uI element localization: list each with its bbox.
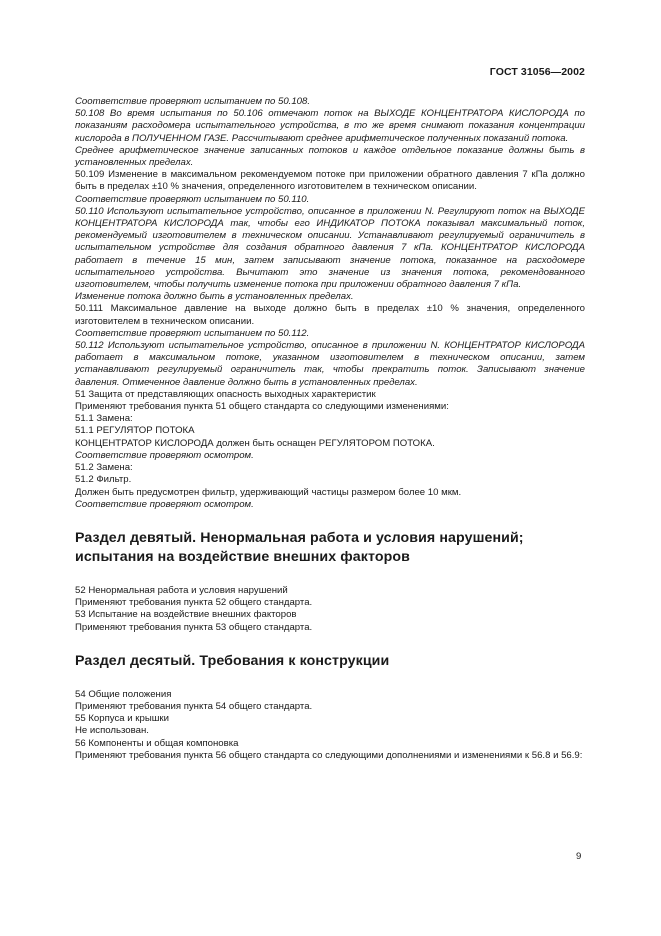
section-9-body [75,585,585,634]
paragraph: 50.111 Максимальное давление на выходе должно быть в пределах ±10 % значения, определенного изготовителем в техническом описании. [75,303,585,327]
paragraph: Применяют требования пункта 54 общего стандарта. [75,700,313,712]
paragraph: Не использован. [75,725,149,737]
paragraph: КОНЦЕНТРАТОР КИСЛОРОДА должен быть оснащен РЕГУЛЯТОРОМ ПОТОКА. [75,437,435,449]
paragraph: 51.2 Фильтр. [75,474,132,486]
paragraph: Применяют требования пункта 56 общего стандарта со следующими дополнениями и изменениями к 56.8 и 56.9: [75,749,583,761]
page-body [75,96,585,762]
paragraph: Должен быть предусмотрен фильтр, удерживающий частицы размером более 10 мкм. [75,486,462,498]
section-9-title [75,529,585,567]
clause-heading: 51 Защита от представляющих опасность выходных характеристик [75,388,376,400]
paragraph: 50.109 Изменение в максимальном рекомендуемом потоке при приложении обратного давления 7 кПа должно быть в пределах ±10 % значения, определенного изготовителем в техническом описании. [75,169,585,193]
paragraph: Среднее арифметическое значение записанных потоков и каждое отдельное показание должны быть в установленных пределах. [75,144,585,169]
paragraph: 50.112 Используют испытательное устройство, описанное в приложении N. КОНЦЕНТРАТОР КИСЛОРОДА работает в максимальном потоке, указанном изготовителем в техническом описании, затем устанавливают регулируемый ограничитель так, чтобы прекратить поток. Записывают значение давления. Отмеченное давление должно быть в установленных пределах. [75,340,585,388]
paragraph: Применяют требования пункта 51 общего стандарта со следующими изменениями: [75,401,449,413]
section-10-title: Раздел десятый. Требования к конструкции [75,652,390,669]
section-9-title-line: Раздел девятый. Ненормальная работа и условия нарушений; [75,529,524,546]
paragraph: Изменение потока должно быть в установленных пределах. [75,291,354,303]
section-10-body [75,689,585,762]
clause-heading: 54 Общие положения [75,688,172,700]
paragraph: 51.1 Замена: [75,413,133,425]
clauses-50-51 [75,96,585,511]
paragraph: Соответствие проверяют осмотром. [75,449,254,461]
clause-heading: 55 Корпуса и крышки [75,713,169,725]
paragraph: Соответствие проверяют испытанием по 50.110. [75,193,310,205]
clause-heading: 56 Компоненты и общая компоновка [75,737,239,749]
section-9-title-line: испытания на воздействие внешних факторов [75,548,410,565]
paragraph: Применяют требования пункта 52 общего стандарта. [75,597,313,609]
paragraph: Применяют требования пункта 53 общего стандарта. [75,621,313,633]
paragraph: 51.2 Замена: [75,462,133,474]
paragraph: Соответствие проверяют испытанием по 50.108. [75,96,311,107]
paragraph: 50.110 Используют испытательное устройство, описанное в приложении N. Регулируют поток на ВЫХОДЕ КОНЦЕНТРАТОРА КИСЛОРОДА так, чтобы его ИНДИКАТОР ПОТОКА показывал максимальный поток, рекомендуемый изготовителем в техническом описании. Устанавливают регулируемый ограничитель в испытательном устройстве для создания обратного давления 7 кПа. КОНЦЕНТРАТОР КИСЛОРОДА работает в течение 15 мин, затем записывают значение потока, показанное на расходомере испытательного устройства. Вычитают это значение из значения потока, рекомендованного изготовителем, чтобы получить изменение потока при приложении обратного давления 7 кПа. [75,205,585,291]
paragraph: Соответствие проверяют испытанием по 50.112. [75,327,310,339]
clause-heading: 52 Ненормальная работа и условия нарушений [75,584,288,596]
paragraph: Соответствие проверяют осмотром. [75,498,254,510]
paragraph: 51.1 РЕГУЛЯТОР ПОТОКА [75,425,195,437]
page-number: 9 [576,851,582,862]
clause-heading: 53 Испытание на воздействие внешних факторов [75,609,297,621]
document-code: ГОСТ 31056—2002 [489,66,585,78]
paragraph: 50.108 Во время испытания по 50.106 отмечают поток на ВЫХОДЕ КОНЦЕНТРАТОРА КИСЛОРОДА по показаниям расходомера испытательного устройства, в то же время снимают показания концентрации кислорода в ПОЛУЧЕННОМ ГАЗЕ. Рассчитывают среднее арифметическое полученных показаний потока. [75,108,585,144]
